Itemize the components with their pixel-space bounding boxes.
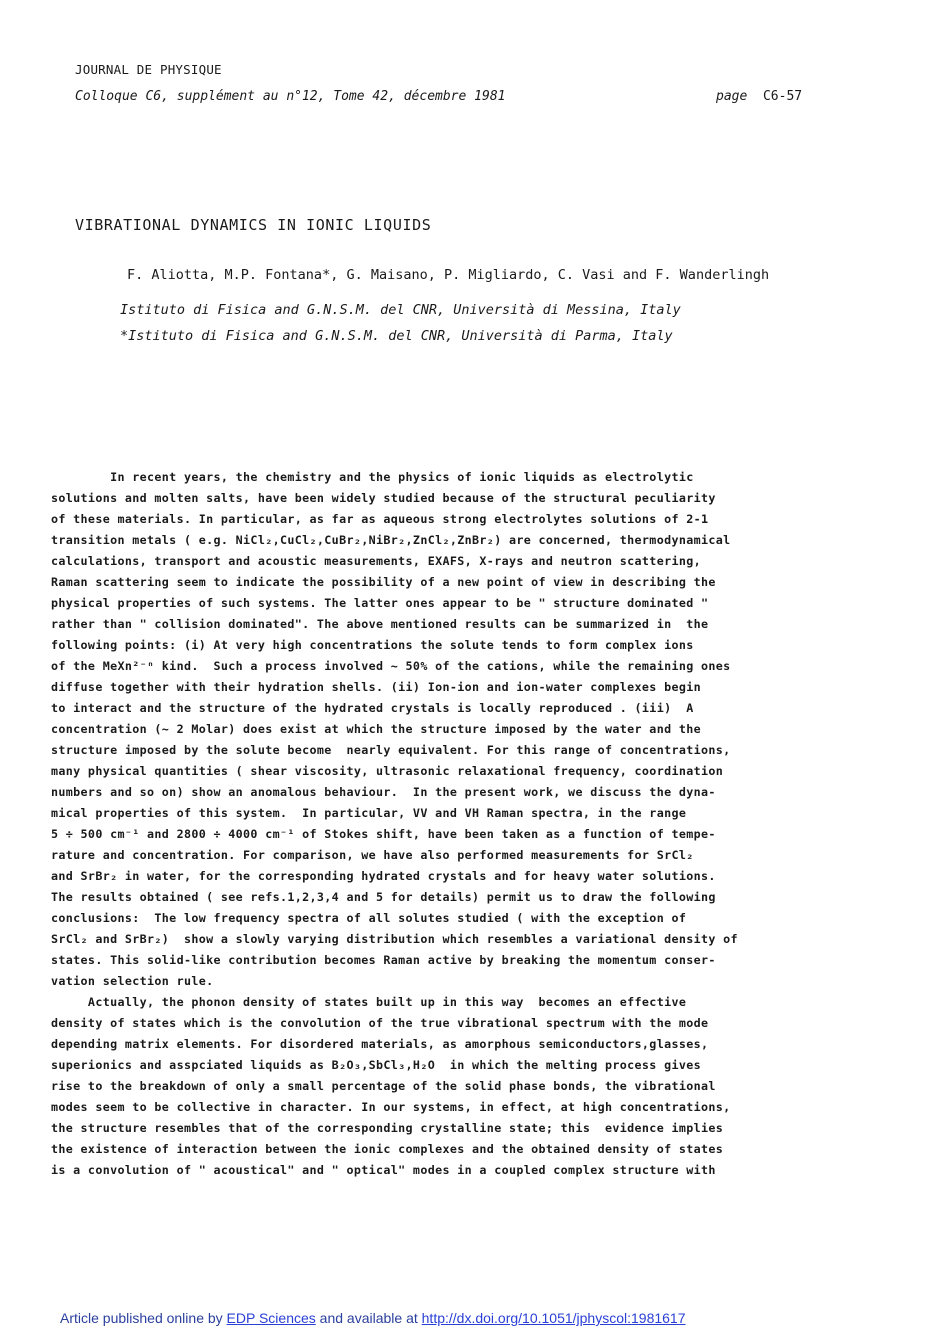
page-number: C6-57 [762, 89, 803, 104]
article-body [51, 467, 896, 1181]
body-line: rather than " collision dominated". The above mentioned results can be summarized in the [51, 617, 709, 631]
body-line: The results obtained ( see refs.1,2,3,4 and 5 for details) permit us to draw the following [51, 890, 716, 904]
body-line: transition metals ( e.g. NiCl₂,CuCl₂,CuBr₂,NiBr₂,ZnCl₂,ZnBr₂) are concerned, thermodynamical [51, 533, 731, 547]
body-line: many physical quantities ( shear viscosity, ultrasonic relaxational frequency, coordination [51, 764, 724, 778]
doi-link[interactable]: http://dx.doi.org/10.1051/jphyscol:1981617 [421, 1310, 686, 1326]
body-line: of the MeXn²⁻ⁿ kind. Such a process involved ~ 50% of the cations, while the remaining ones [51, 659, 731, 673]
body-line: following points: (i) At very high concentrations the solute tends to form complex ions [51, 638, 694, 652]
body-line: structure imposed by the solute become nearly equivalent. For this range of concentrations, [51, 743, 731, 757]
body-line: of these materials. In particular, as far as aqueous strong electrolytes solutions of 2-1 [51, 512, 709, 526]
body-line: depending matrix elements. For disordered materials, as amorphous semiconductors,glasses, [51, 1037, 709, 1051]
body-line: Raman scattering seem to indicate the possibility of a new point of view in describing the [51, 575, 716, 589]
paper-title: VIBRATIONAL DYNAMICS IN IONIC LIQUIDS [75, 216, 432, 234]
body-line: rise to the breakdown of only a small percentage of the solid phase bonds, the vibrational [51, 1079, 716, 1093]
body-line: physical properties of such systems. The latter ones appear to be " structure dominated " [51, 596, 709, 610]
body-line: density of states which is the convolution of the true vibrational spectrum with the mode [51, 1016, 709, 1030]
body-line: the structure resembles that of the corresponding crystalline state; this evidence implies [51, 1121, 724, 1135]
author-list: F. Aliotta, M.P. Fontana*, G. Maisano, P. Migliardo, C. Vasi and F. Wanderlingh [127, 267, 770, 283]
body-line: superionics and asspciated liquids as B₂O₃,SbCl₃,H₂O in which the melting process gives [51, 1058, 702, 1072]
body-line: the existence of interaction between the ionic complexes and the obtained density of states [51, 1142, 724, 1156]
body-line: diffuse together with their hydration shells. (ii) Ion-ion and ion-water complexes begin [51, 680, 702, 694]
body-line: to interact and the structure of the hydrated crystals is locally reproduced . (iii) A [51, 701, 694, 715]
body-line: and SrBr₂ in water, for the corresponding hydrated crystals and for heavy water solutions. [51, 869, 716, 883]
footer-prefix: Article published online by [60, 1310, 227, 1326]
body-line: conclusions: The low frequency spectra of all solutes studied ( with the exception of [51, 911, 687, 925]
publication-footer [60, 1310, 686, 1326]
issue-citation: Colloque C6, supplément au n°12, Tome 42, décembre 1981 [75, 89, 506, 104]
body-line: Actually, the phonon density of states built up in this way becomes an effective [51, 995, 687, 1009]
body-line: states. This solid-like contribution becomes Raman active by breaking the momentum conser- [51, 953, 716, 967]
body-line: calculations, transport and acoustic measurements, EXAFS, X-rays and neutron scattering, [51, 554, 702, 568]
body-line: concentration (~ 2 Molar) does exist at which the structure imposed by the water and the [51, 722, 702, 736]
body-line: 5 ÷ 500 cm⁻¹ and 2800 ÷ 4000 cm⁻¹ of Stokes shift, have been taken as a function of tempe- [51, 827, 716, 841]
body-line: solutions and molten salts, have been widely studied because of the structural peculiarity [51, 491, 716, 505]
page-reference [716, 89, 802, 104]
body-line: rature and concentration. For comparison, we have also performed measurements for SrCl₂ [51, 848, 694, 862]
publisher-link[interactable]: EDP Sciences [226, 1310, 316, 1326]
body-line: In recent years, the chemistry and the physics of ionic liquids as electrolytic [51, 470, 694, 484]
body-line: modes seem to be collective in character. In our systems, in effect, at high concentrations, [51, 1100, 731, 1114]
body-line: mical properties of this system. In particular, VV and VH Raman spectra, in the range [51, 806, 687, 820]
affiliation-messina: Istituto di Fisica and G.N.S.M. del CNR, Università di Messina, Italy [120, 302, 681, 318]
footer-middle: and available at [315, 1310, 422, 1326]
body-line: is a convolution of " acoustical" and " optical" modes in a coupled complex structure with [51, 1163, 716, 1177]
affiliation-parma: *Istituto di Fisica and G.N.S.M. del CNR, Università di Parma, Italy [120, 328, 673, 344]
page-label: page [716, 89, 748, 104]
body-line: SrCl₂ and SrBr₂) show a slowly varying distribution which resembles a variational density of [51, 932, 738, 946]
body-line: vation selection rule. [51, 974, 214, 988]
journal-name: JOURNAL DE PHYSIQUE [75, 62, 222, 77]
body-line: numbers and so on) show an anomalous behaviour. In the present work, we discuss the dyna- [51, 785, 716, 799]
